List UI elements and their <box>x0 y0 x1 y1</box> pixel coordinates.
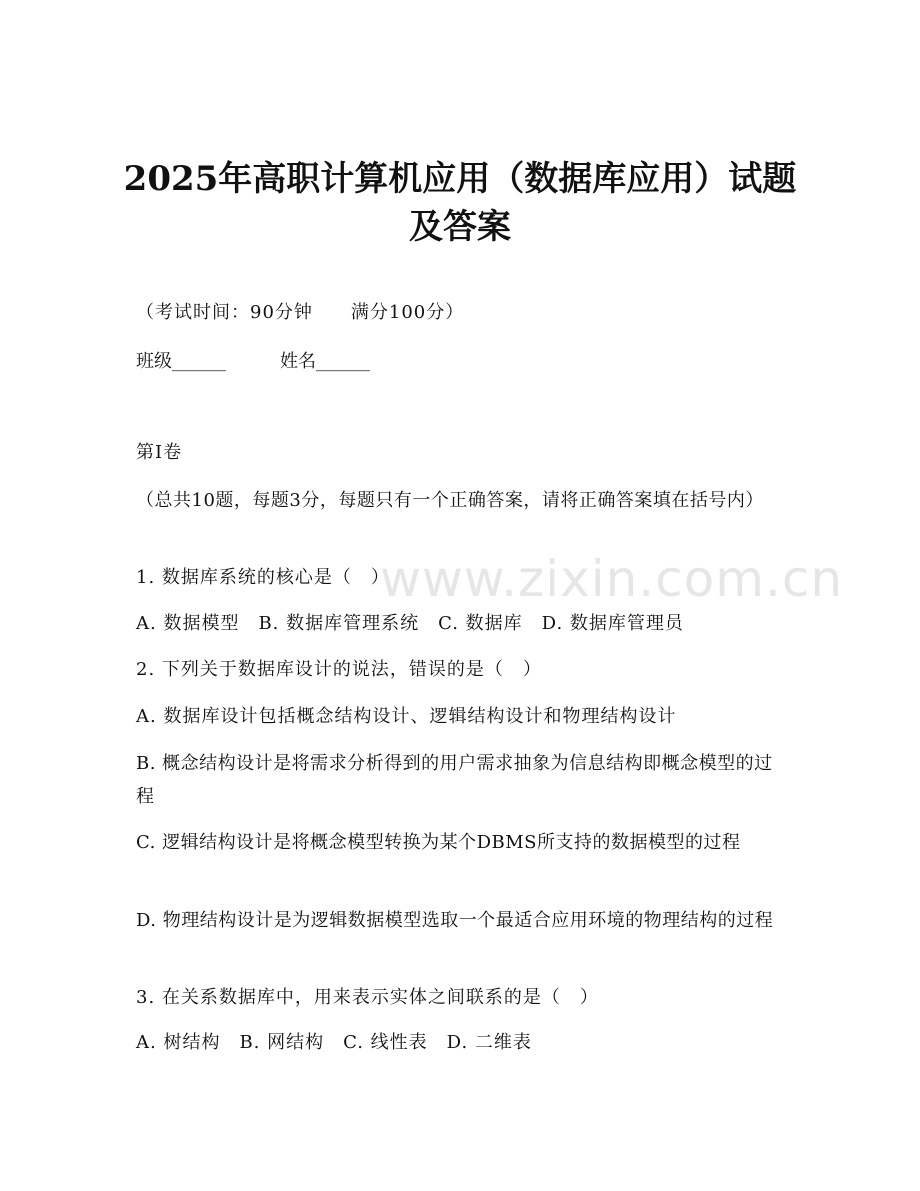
class-label: 班级 <box>136 351 172 372</box>
question-3-stem: 3. 在关系数据库中，用来表示实体之间联系的是（ ） <box>136 987 599 1008</box>
student-fields <box>136 349 370 375</box>
name-label: 姓名 <box>280 351 316 372</box>
document-title-line-2: 及答案 <box>409 207 511 247</box>
question-1-stem: 1. 数据库系统的核心是（ ） <box>136 567 390 588</box>
question-1-options: A. 数据模型 B. 数据库管理系统 C. 数据库 D. 数据库管理员 <box>136 613 684 634</box>
class-blank[interactable]: ______ <box>172 351 226 372</box>
question-2-option-a: A. 数据库设计包括概念结构设计、逻辑结构设计和物理结构设计 <box>136 706 677 727</box>
section-heading: 第I卷 <box>136 442 183 463</box>
watermark-text: www.zixin.com.cn <box>380 550 844 608</box>
section-instructions: （总共10题，每题3分，每题只有一个正确答案，请将正确答案填在括号内） <box>136 490 764 511</box>
question-2-option-c: C. 逻辑结构设计是将概念模型转换为某个DBMS所支持的数据模型的过程 <box>136 832 741 853</box>
question-2-option-b: B. 概念结构设计是将需求分析得到的用户需求抽象为信息结构即概念模型的过程 <box>136 753 773 807</box>
question-2-stem: 2. 下列关于数据库设计的说法，错误的是（ ） <box>136 659 542 680</box>
name-blank[interactable]: ______ <box>316 351 370 372</box>
exam-info: （考试时间：90分钟 满分100分） <box>136 302 465 323</box>
document-title-line-1: 2025年高职计算机应用（数据库应用）试题 <box>123 159 797 199</box>
question-2-option-d: D. 物理结构设计是为逻辑数据模型选取一个最适合应用环境的物理结构的过程 <box>136 910 774 931</box>
question-3-options: A. 树结构 B. 网结构 C. 线性表 D. 二维表 <box>136 1032 532 1053</box>
